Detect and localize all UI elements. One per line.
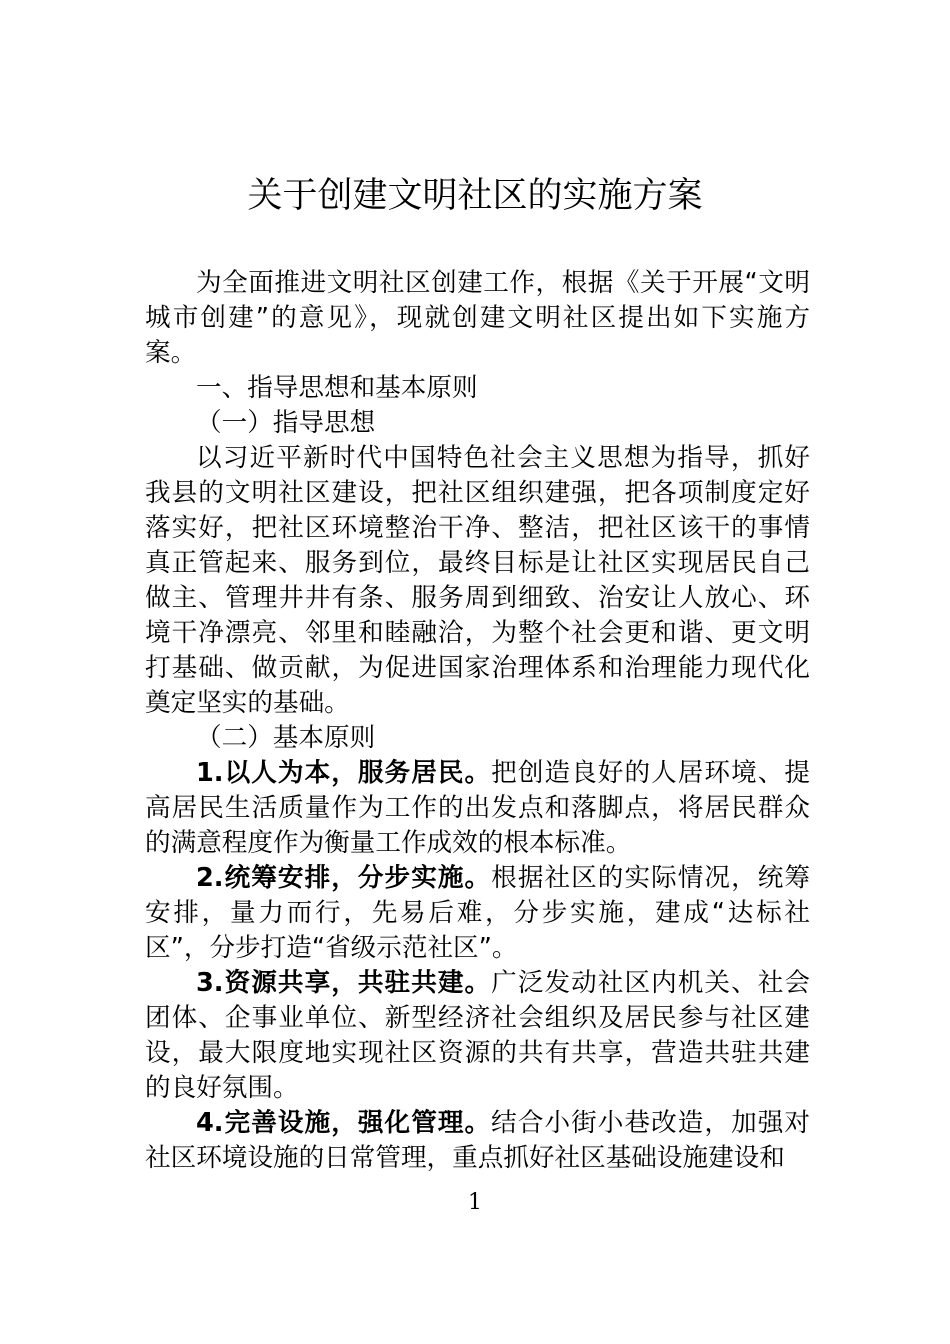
principle-text: 把创造良好的人居环境、提高居民生活质量作为工作的出发点和落脚点，将居民群众的满意程度作为衡量工作成效的根本标准。: [145, 758, 810, 858]
principle-paragraph: [145, 1106, 810, 1176]
principle-text: 结合小街小巷改造，加强对社区环境设施的日常管理，重点抓好社区基础设施建设和: [145, 1108, 810, 1173]
principle-paragraph: [145, 861, 810, 966]
principle-lead: 1.以人为本，服务居民。: [196, 758, 492, 788]
principle-lead: 4.完善设施，强化管理。: [196, 1108, 492, 1138]
document-title: 关于创建文明社区的实施方案: [247, 176, 703, 216]
principle-paragraph: [145, 966, 810, 1106]
principle-text: 根据社区的实际情况，统筹安排，量力而行，先易后难，分步实施，建成“达标社区”，分步打造“省级示范社区”。: [145, 863, 810, 963]
section-heading: 一、指导思想和基本原则: [196, 373, 478, 403]
principle-lead: 3.资源共享，共驻共建。: [196, 968, 492, 998]
subsection-heading-basic-principles: （二）基本原则: [196, 723, 376, 753]
intro-paragraph: 为全面推进文明社区创建工作，根据《关于开展“文明城市创建”的意见》，现就创建文明社区提出如下实施方案。: [145, 268, 810, 368]
principle-text: 广泛发动社区内机关、社会团体、企事业单位、新型经济社会组织及居民参与社区建设，最大限度地实现社区资源的共有共享，营造共驻共建的良好氛围。: [145, 968, 810, 1103]
document-body: [145, 266, 810, 1176]
principle-lead: 2.统筹安排，分步实施。: [196, 863, 492, 893]
guiding-thought-paragraph: 以习近平新时代中国特色社会主义思想为指导，抓好我县的文明社区建设，把社区组织建强，把各项制度定好落实好，把社区环境整治干净、整洁，把社区该干的事情真正管起来、服务到位，最终目标是让社区实现居民自己做主、管理井井有条、服务周到细致、治安让人放心、环境干净漂亮、邻里和睦融洽，为整个社会更和谐、更文明打基础、做贡献，为促进国家治理体系和治理能力现代化奠定坚实的基础。: [145, 443, 810, 718]
subsection-heading-guiding-thought: （一）指导思想: [196, 408, 376, 438]
page-number: 1: [468, 1190, 482, 1215]
principle-paragraph: [145, 756, 810, 861]
